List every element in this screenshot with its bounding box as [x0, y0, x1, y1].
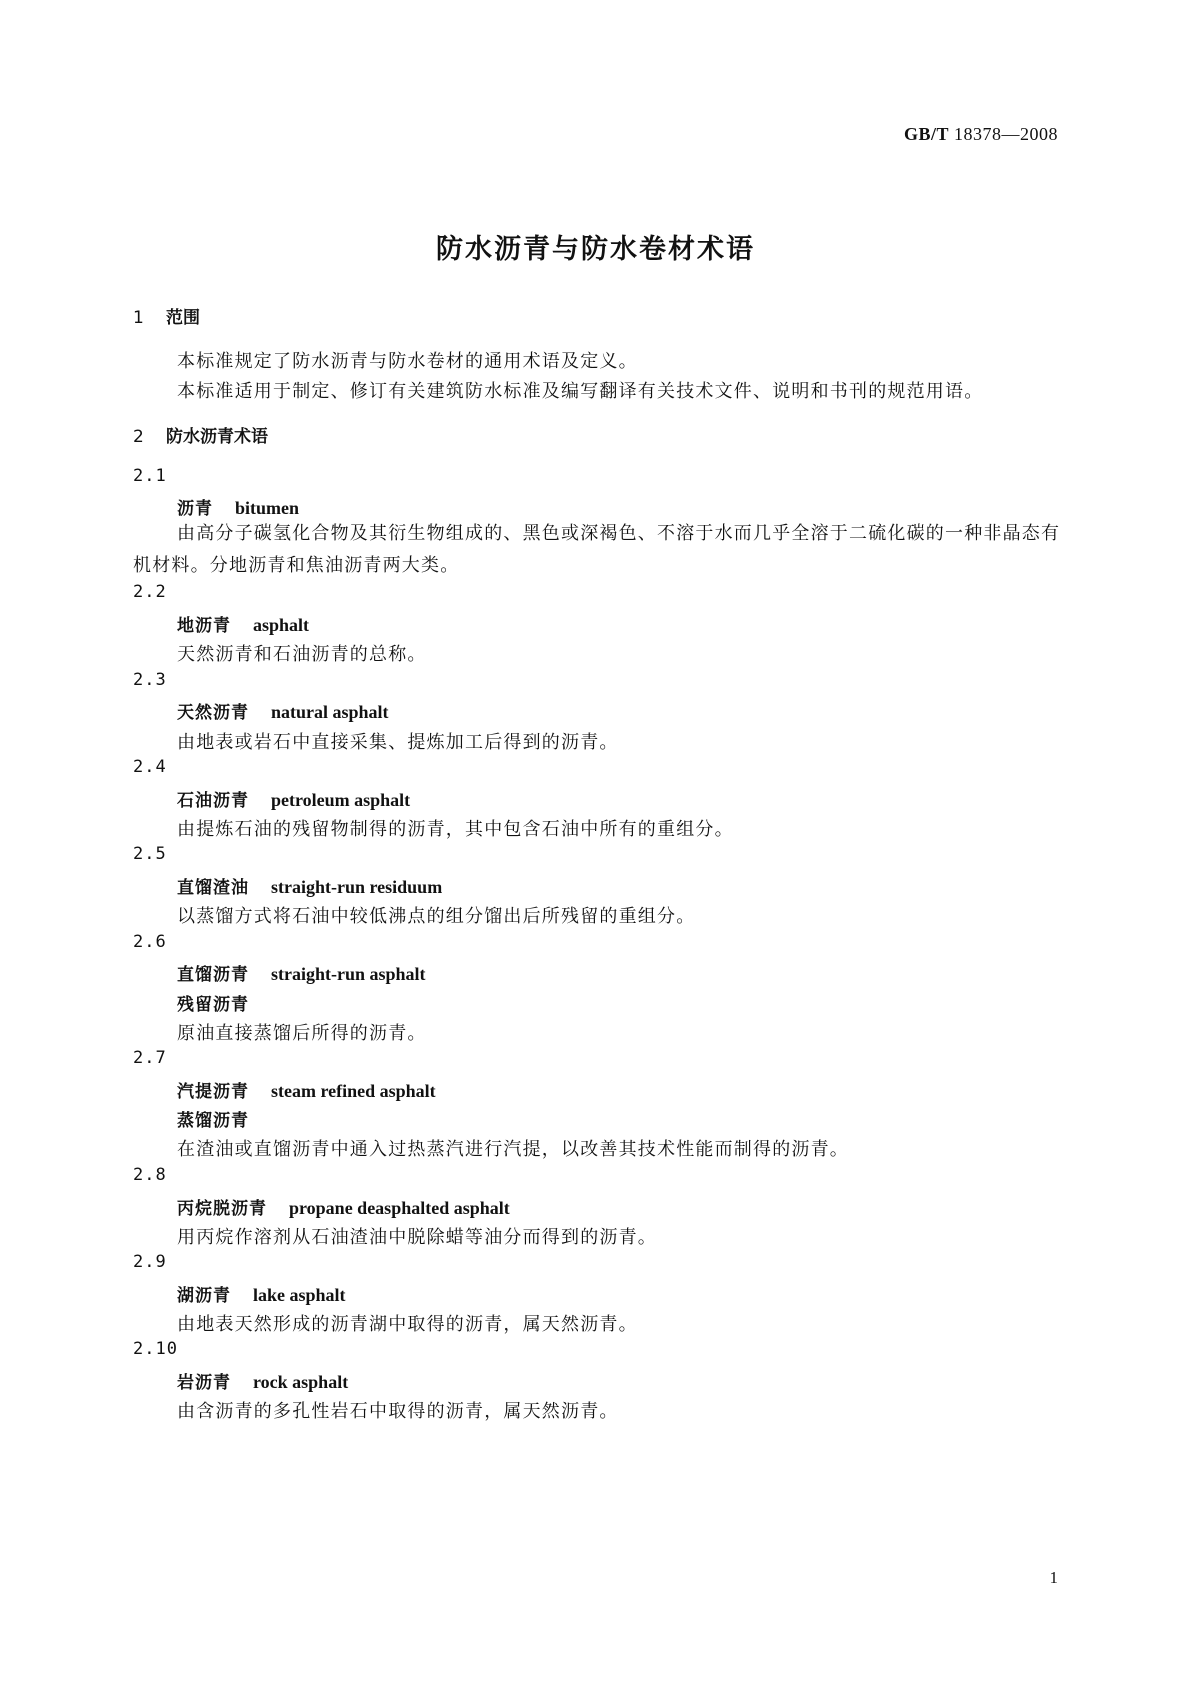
term-entry — [177, 1077, 436, 1102]
standard-code-prefix: GB/T — [903, 124, 949, 144]
term-english: rock asphalt — [253, 1372, 349, 1392]
term-english: lake asphalt — [253, 1285, 346, 1305]
term-definition: 由含沥青的多孔性岩石中取得的沥青，属天然沥青。 — [177, 1401, 619, 1422]
section-heading-bitumen-terms — [133, 422, 268, 447]
term-english: bitumen — [235, 498, 300, 518]
term-definition: 天然沥青和石油沥青的总称。 — [177, 644, 427, 665]
section-title: 范围 — [166, 308, 200, 328]
term-number: 2.1 — [133, 466, 167, 486]
term-entry — [177, 494, 299, 519]
term-chinese: 地沥青 — [177, 616, 231, 636]
term-chinese: 石油沥青 — [177, 791, 249, 811]
term-definition: 由地表天然形成的沥青湖中取得的沥青，属天然沥青。 — [177, 1314, 638, 1335]
term-entry — [177, 960, 426, 985]
standard-code — [904, 124, 1058, 145]
term-entry — [177, 698, 389, 723]
term-number: 2.2 — [133, 582, 167, 602]
scope-paragraph-1: 本标准规定了防水沥青与防水卷材的通用术语及定义。 — [177, 351, 638, 372]
term-number: 2.8 — [133, 1165, 167, 1185]
term-english: straight-run residuum — [271, 877, 443, 897]
term-number: 2.4 — [133, 757, 167, 777]
term-english: petroleum asphalt — [271, 790, 411, 810]
term-english: straight-run asphalt — [271, 964, 426, 984]
term-synonym: 残留沥青 — [177, 995, 249, 1015]
term-number: 2.3 — [133, 670, 167, 690]
term-chinese: 沥青 — [177, 499, 213, 519]
term-definition: 由高分子碳氢化合物及其衍生物组成的、黑色或深褐色、不溶于水而几乎全溶于二硫化碳的一种非晶态有机材料。分地沥青和焦油沥青两大类。 — [133, 523, 1061, 576]
term-chinese: 岩沥青 — [177, 1373, 231, 1393]
term-english: steam refined asphalt — [271, 1081, 436, 1101]
section-heading-scope — [133, 303, 200, 328]
term-definition: 由地表或岩石中直接采集、提炼加工后得到的沥青。 — [177, 732, 619, 753]
standard-code-number: 18378—2008 — [954, 124, 1058, 144]
term-definition: 用丙烷作溶剂从石油渣油中脱除蜡等油分而得到的沥青。 — [177, 1227, 657, 1248]
section-number: 1 — [133, 308, 144, 328]
page-number: 1 — [1049, 1568, 1058, 1587]
term-entry — [177, 1194, 510, 1219]
term-number: 2.10 — [133, 1339, 178, 1359]
term-chinese: 丙烷脱沥青 — [177, 1199, 267, 1219]
term-number: 2.6 — [133, 932, 167, 952]
term-number: 2.7 — [133, 1048, 167, 1068]
term-chinese: 天然沥青 — [177, 703, 249, 723]
term-chinese: 湖沥青 — [177, 1286, 231, 1306]
section-title: 防水沥青术语 — [166, 427, 268, 447]
term-definition: 以蒸馏方式将石油中较低沸点的组分馏出后所残留的重组分。 — [177, 906, 696, 927]
term-number: 2.9 — [133, 1252, 167, 1272]
term-number: 2.5 — [133, 844, 167, 864]
term-english: asphalt — [253, 615, 310, 635]
term-english: natural asphalt — [271, 702, 389, 722]
term-synonym: 蒸馏沥青 — [177, 1111, 249, 1131]
term-entry — [177, 611, 309, 636]
term-definition: 在渣油或直馏沥青中通入过热蒸汽进行汽提，以改善其技术性能而制得的沥青。 — [177, 1139, 849, 1160]
term-entry — [177, 786, 410, 811]
term-entry — [177, 1281, 346, 1306]
term-chinese: 直馏渣油 — [177, 878, 249, 898]
term-chinese: 汽提沥青 — [177, 1082, 249, 1102]
term-chinese: 直馏沥青 — [177, 965, 249, 985]
term-english: propane deasphalted asphalt — [289, 1198, 510, 1218]
term-definition: 由提炼石油的残留物制得的沥青，其中包含石油中所有的重组分。 — [177, 819, 734, 840]
term-entry — [177, 873, 442, 898]
document-title: 防水沥青与防水卷材术语 — [436, 234, 755, 265]
section-number: 2 — [133, 427, 144, 447]
term-definition: 原油直接蒸馏后所得的沥青。 — [177, 1023, 427, 1044]
term-entry — [177, 1368, 348, 1393]
scope-paragraph-2: 本标准适用于制定、修订有关建筑防水标准及编写翻译有关技术文件、说明和书刊的规范用语。 — [177, 381, 984, 402]
